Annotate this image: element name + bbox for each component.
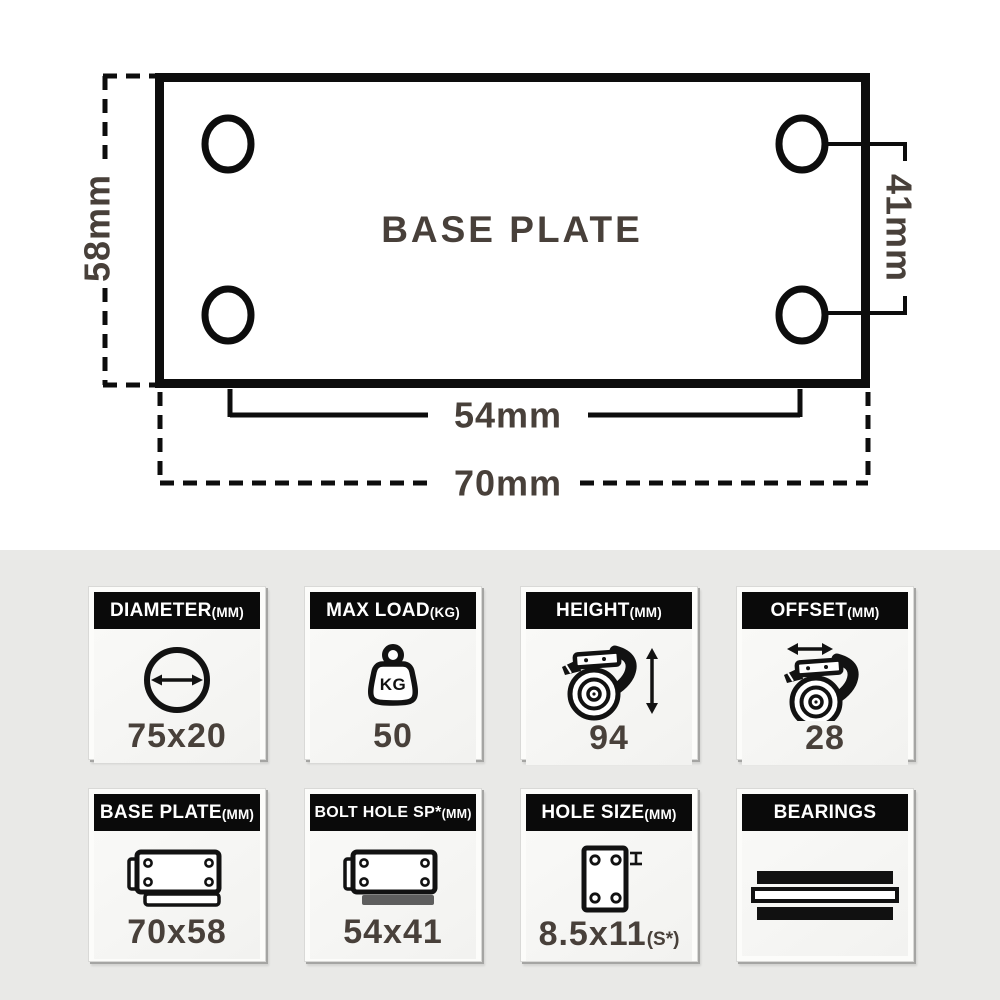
card-title: MAX LOAD: [326, 599, 430, 621]
card-title: BASE PLATE: [99, 801, 222, 823]
card-header: [94, 592, 260, 629]
card-title: DIAMETER: [110, 599, 212, 621]
dim-58-label: 58mm: [76, 173, 118, 283]
caster-height-icon: [557, 641, 661, 721]
card-title: BEARINGS: [773, 801, 877, 823]
spec-card-offset: [736, 586, 914, 760]
spec-card-max-load: [304, 586, 482, 760]
card-value-main: 54x41: [343, 913, 443, 951]
spec-card-base-plate: [88, 788, 266, 962]
plate-label: BASE PLATE: [381, 209, 643, 250]
card-value-main: 28: [805, 719, 845, 757]
card-title: HOLE SIZE: [541, 801, 645, 823]
kg-label: KG: [379, 675, 407, 694]
card-value-suffix: (S*): [646, 929, 680, 950]
dim-54-label: 54mm: [453, 394, 563, 436]
card-value-main: 94: [589, 719, 629, 757]
card-value: [127, 915, 227, 949]
card-unit: (KG): [429, 604, 460, 620]
bearings-icon: [749, 867, 901, 923]
card-unit: (MM): [211, 604, 244, 620]
spec-card-hole-size: [520, 788, 698, 962]
card-header: [94, 794, 260, 831]
card-unit: (MM): [644, 806, 677, 822]
spec-cards-section: [0, 550, 1000, 1000]
card-value: [539, 917, 680, 951]
card-header: [526, 592, 692, 629]
card-header: [310, 794, 476, 831]
card-value-main: 8.5x11: [538, 915, 647, 953]
card-header: [742, 592, 908, 629]
spec-card-bearings: [736, 788, 914, 962]
card-unit: (MM): [441, 807, 472, 821]
card-title: OFFSET: [770, 599, 848, 621]
card-value-main: 70x58: [127, 913, 227, 951]
spec-card-bolt-hole-spacing: [304, 788, 482, 962]
card-value-main: 75x20: [127, 717, 227, 755]
card-title: BOLT HOLE SP*: [314, 803, 442, 821]
hole-size-icon: [566, 843, 652, 917]
card-header: [742, 794, 908, 831]
card-value-main: 50: [373, 717, 413, 755]
card-value: [589, 721, 629, 755]
base-plate-icon: [122, 843, 232, 915]
spec-card-height: [520, 586, 698, 760]
card-value: [805, 721, 845, 755]
card-value: [343, 915, 443, 949]
dim-41-label: 41mm: [878, 173, 920, 283]
spec-card-diameter: [88, 586, 266, 760]
max-load-weight-icon: [353, 641, 433, 719]
card-title: HEIGHT: [556, 599, 630, 621]
card-value: [127, 719, 227, 753]
card-header: [310, 592, 476, 629]
card-value: [373, 719, 413, 753]
dim-70-label: 70mm: [453, 462, 563, 504]
card-header: [526, 794, 692, 831]
diameter-icon: [137, 641, 217, 719]
card-unit: (MM): [847, 604, 880, 620]
bolt-hole-spacing-icon: [338, 843, 448, 915]
card-unit: (MM): [221, 806, 255, 822]
card-unit: (MM): [629, 604, 662, 620]
caster-offset-icon: [773, 641, 877, 721]
